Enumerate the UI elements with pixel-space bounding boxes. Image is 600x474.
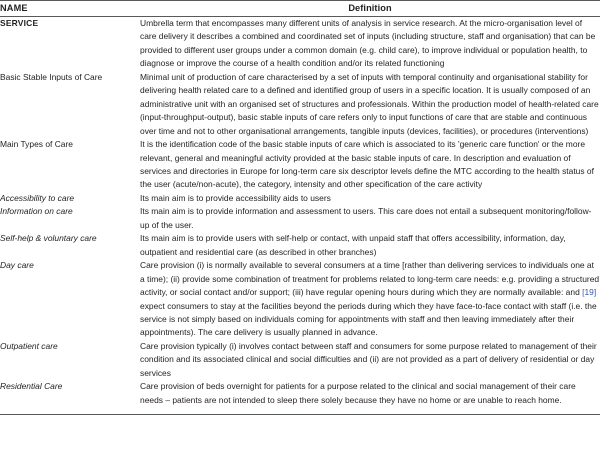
term-name-cell <box>0 17 140 71</box>
definition-text: It is the identification code of the basic stable inputs of care which is associated to its 'generic care function' or the more relevant, general and meaningful activity provided at the basic stable inputs of care. In description and evaluation of services and directories in Europe for long-term care six descriptor levels define the MTC according to the health status of the user (acute/non-acute), the category, intensity and other specification of the care activity <box>140 139 594 190</box>
table-body <box>0 17 600 415</box>
term-definition-cell <box>140 71 600 138</box>
term-definition-cell <box>140 259 600 340</box>
term-name: Main Types of Care <box>0 139 74 150</box>
definition-text-fragment: expect consumers to stay at the facilities beyond the periods during which they have face-to-face contact with staff (i.e. the service is not simply based on individuals coming for appointments with staff and then leaving immediately after their appointments). The care delivery is usually planned in advance. <box>140 300 597 338</box>
table-header <box>0 1 600 17</box>
term-name: SERVICE <box>0 18 39 28</box>
term-name: Day care <box>0 260 34 271</box>
table-row <box>0 232 600 259</box>
term-name-cell <box>0 259 140 340</box>
definition-text-fragment: Care provision (i) is normally available to several consumers at a time [rather than delivering services to individuals one at a time); (ii) provide some combination of treatment for problems related to long-term care needs: e.g. providing a structured activity, or social contact and/or support; (iii) have regular opening hours during which they are normally available: and <box>140 260 600 298</box>
table-row <box>0 205 600 232</box>
table-row <box>0 192 600 205</box>
term-definition-cell <box>140 192 600 205</box>
table-row <box>0 138 600 192</box>
definition-text: Minimal unit of production of care characterised by a set of inputs with temporal continuity and organisational stability for delivering health related care to a defined and identified group of users in a specific location. It is usually composed of an administrative unit with an organised set of structures and professionals. Within the production model of health-related care (input-throughput-output), basic stable inputs of care refers only to input functions of care that are stable and continuous over time and not to other organisational arrangements, tangible inputs (devices, facilities), or procedures (interventions) <box>140 71 599 136</box>
citation-reference-link[interactable]: [19] <box>582 287 597 298</box>
table-row <box>0 340 600 380</box>
term-name: Outpatient care <box>0 340 58 351</box>
definition-text: Its main aim is to provide accessibility aids to users <box>140 192 331 203</box>
term-name-cell <box>0 71 140 138</box>
term-name-cell <box>0 380 140 414</box>
table-bottom-rule <box>0 414 600 415</box>
table-row <box>0 17 600 71</box>
column-header-name: NAME <box>0 1 140 17</box>
term-name-cell <box>0 205 140 232</box>
term-name-cell <box>0 138 140 192</box>
term-definition-cell <box>140 380 600 414</box>
term-name-cell <box>0 232 140 259</box>
table-row <box>0 380 600 414</box>
column-header-definition: Definition <box>140 1 600 17</box>
term-name: Accessibility to care <box>0 192 75 203</box>
definition-text: Its main aim is to provide information and assessment to users. This care does not entail a subsequent monitoring/follow-up of the user. <box>140 206 592 230</box>
term-name-cell <box>0 340 140 380</box>
term-name: Basic Stable Inputs of Care <box>0 71 103 82</box>
definition-text: Umbrella term that encompasses many different units of analysis in service research. At the micro-organisation level of care delivery it describes a combined and coordinated set of inputs (including structure, staff and organisation) that can be provided to different user groups under a common domain (e.g. child care), to improve individual or population health, to diagnose or improve the course of a health condition and/or its related functioning <box>140 18 596 69</box>
term-name: Residential Care <box>0 381 63 392</box>
definition-text: Care provision typically (i) involves contact between staff and consumers for some purpose related to management of their condition and its associated clinical and social difficulties and (ii) are not provided as a part of delivery of residential or day services <box>140 340 597 378</box>
definition-text: Its main aim is to provide users with self-help or contact, with unpaid staff that offers accessibility, information, day, outpatient and residential care (as described in other branches) <box>140 233 566 257</box>
term-name: Self-help & voluntary care <box>0 233 97 244</box>
table-header-row <box>0 1 600 17</box>
term-definition-cell <box>140 232 600 259</box>
term-definition-cell <box>140 205 600 232</box>
term-name-cell <box>0 192 140 205</box>
definition-text: Care provision of beds overnight for patients for a purpose related to the clinical and social management of their care needs – patients are not intended to sleep there solely because they have no home or are unable to reach home. <box>140 381 576 405</box>
term-definition-cell <box>140 17 600 71</box>
table-row <box>0 259 600 340</box>
table-row <box>0 71 600 138</box>
term-definition-cell <box>140 138 600 192</box>
term-name: Information on care <box>0 206 73 217</box>
term-definition-cell <box>140 340 600 380</box>
